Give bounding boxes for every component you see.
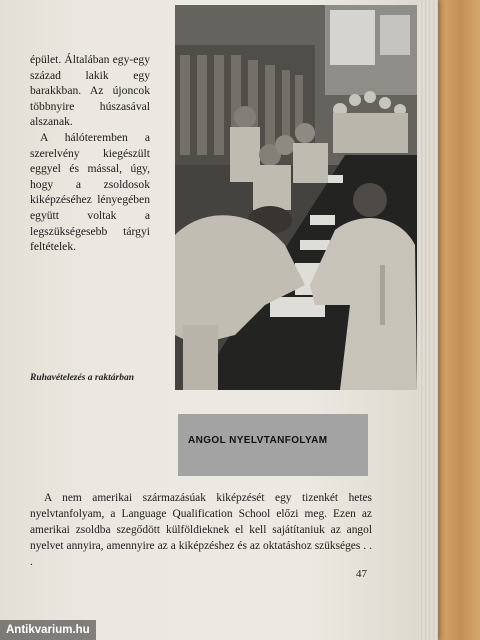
- wooden-table-background: [432, 0, 480, 640]
- watermark-logo: Antikvarium.hu: [0, 620, 96, 640]
- page-number: 47: [356, 568, 367, 580]
- section-title: ANGOL NYELVTANFOLYAM: [188, 435, 328, 446]
- body-paragraph: A nem amerikai származásúak kiképzését egy tizenkét hetes nyelvtanfolyam, a Language Qualification School előzi meg. Ezen az amerikai zsoldba szegődött külföldieknek el kell sajátítaniuk az angol nyelvet annyira, amennyire az a kiképzéshez és az oktatáshoz szükséges . . .: [30, 492, 372, 568]
- left-text-column: [30, 52, 150, 255]
- photo-caption: Ruhavételezés a raktárban: [30, 373, 134, 383]
- left-paragraph-1: épület. Általában egy-egy század lakik egy barakkban. Az újoncok többnyire húszasával alszanak.: [30, 53, 150, 129]
- uniform-issue-photo: [175, 5, 417, 390]
- left-paragraph-2: A hálóteremben a szerelvény kiegészült eggyel és mással, úgy, hogy a zsoldosok kiképzéséhez lényegében együtt voltak a legszükségesebb tárgyi feltételek.: [30, 130, 150, 254]
- page-edge: [418, 0, 438, 640]
- section-heading-box: [178, 414, 368, 476]
